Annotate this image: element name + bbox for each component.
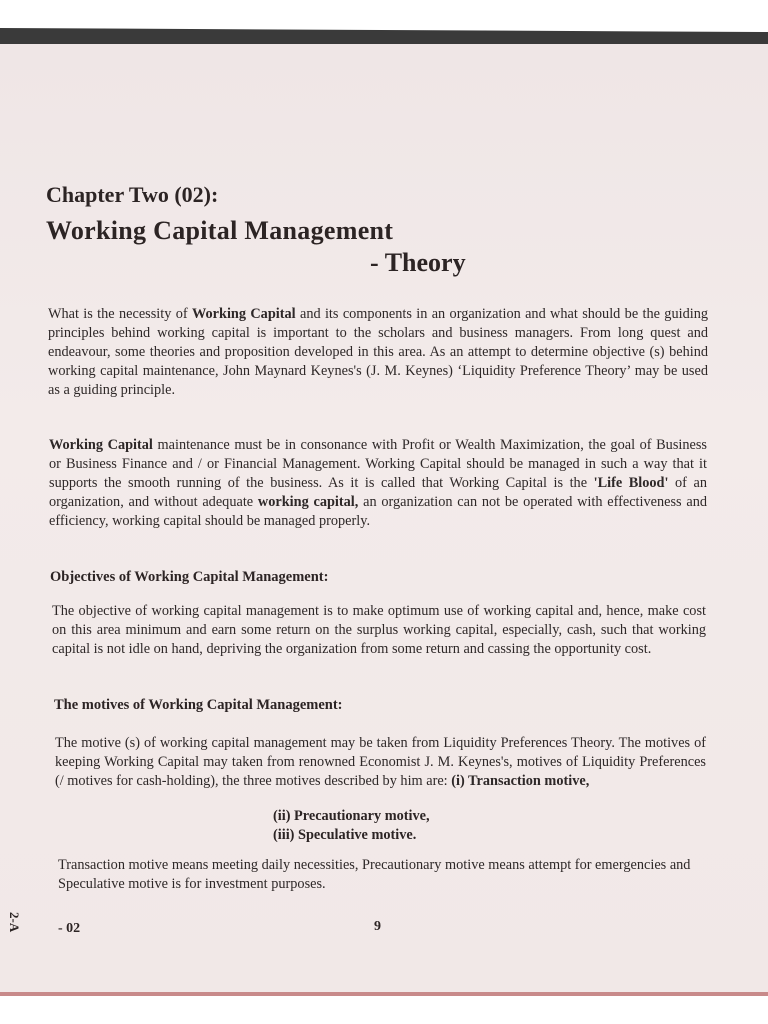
paragraph-motives [55,734,706,791]
chapter-subtitle: - Theory [370,248,466,277]
motive-item-precautionary: (ii) Precautionary motive, [273,808,430,824]
paragraph-working-capital [49,436,707,531]
objectives-heading: Objectives of Working Capital Management: [50,569,329,585]
paragraph-intro [48,305,708,400]
paragraph-objectives: The objective of working capital management is to make optimum use of working capital and, hence, make cost on this area minimum and earn some return on the surplus working capital, especially, cash, such that working capital is not idle on hand, depriving the organization from some return and cassing the opportunity cost. [52,603,706,657]
p2-segment-3: of an organization, and without adequate [49,475,707,510]
p2-segment-2: 'Life Blood' [593,475,669,491]
page-bottom-edge [0,992,768,996]
motives-heading: The motives of Working Capital Management: [54,697,343,713]
p2-segment-5: an organization can not be operated with effectiveness and efficiency, working capital should be managed properly. [49,494,707,529]
footer-chapter-number: - 02 [58,921,81,936]
p1-segment-0: What is the necessity of [48,306,192,322]
p2-segment-4: working capital, [257,494,359,510]
chapter-heading: Chapter Two (02): [46,182,219,207]
motives-list [273,807,430,845]
p1-segment-2: and its components in an organization and what should be the guiding principles behind working capital is important to the scholars and business managers. From long quest and endeavour, some theories and proposition developed in this area. As an attempt to determine objective (s) behind working capital maintenance, John Maynard Keynes's (J. M. Keynes) ‘Liquidity Preference Theory’ may be used as a guiding principle. [48,306,708,398]
motive-item-speculative: (iii) Speculative motive. [273,827,417,843]
scan-top-border [0,0,768,30]
p2-segment-0: Working Capital [49,437,153,453]
p2-segment-1: maintenance must be in consonance with Profit or Wealth Maximization, the goal of Business or Business Finance and / or Financial Management. Working Capital should be managed in such a way that it supports the smooth running of the business. As it is called that Working Capital is the [49,437,707,491]
p4-segment-1: (i) Transaction motive, [451,773,590,789]
p1-segment-1: Working Capital [191,306,296,322]
side-margin-mark: 2-A [7,912,22,933]
paragraph-motive-definitions: Transaction motive means meeting daily necessities, Precautionary motive means attempt for emergencies and Speculative motive is for investment purposes. [58,857,691,892]
page-number: 9 [374,919,381,934]
chapter-title: Working Capital Management [46,216,394,245]
p4-segment-0: The motive (s) of working capital management may be taken from Liquidity Preferences Theory. The motives of keeping Working Capital may taken from renowned Economist J. M. Keynes's, motives of Liquidity Preferences (/ motives for cash-holding), the three motives described by him are: [55,735,706,789]
